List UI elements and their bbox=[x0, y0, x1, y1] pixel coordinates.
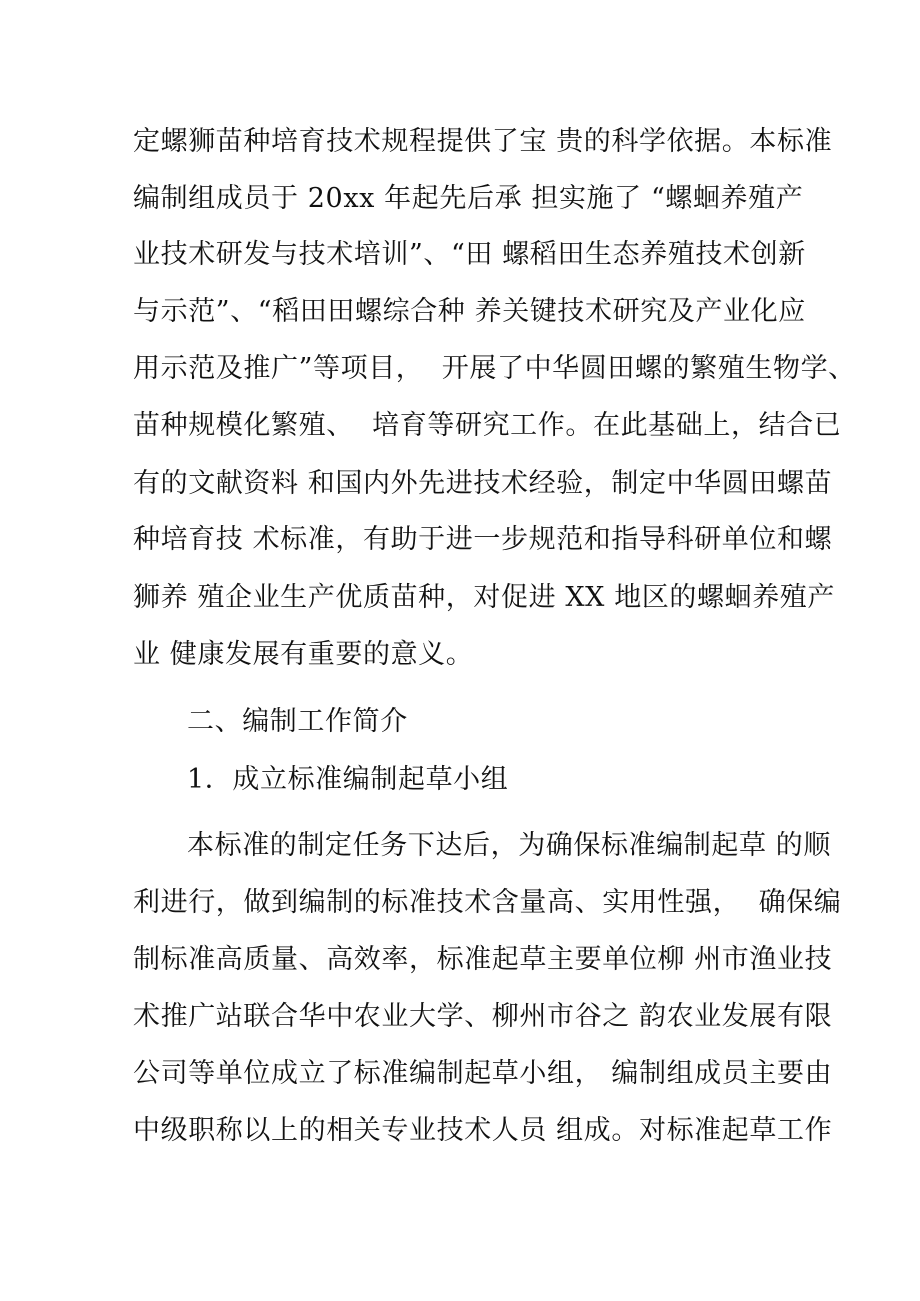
paragraph-line: 狮养 殖企业生产优质苗种，对促进 XX 地区的螺蛔养殖产 bbox=[133, 582, 835, 613]
paragraph-line: 中级职称以上的相关专业技术人员 组成。对标准起草工作 bbox=[133, 1115, 833, 1146]
paragraph-line: 本标准的制定任务下达后，为确保标准编制起草 的顺 bbox=[187, 830, 831, 861]
paragraph-line: 利进行，做到编制的标准技术含量高、实用性强， 确保编 bbox=[133, 887, 842, 918]
paragraph-line: 用示范及推广”等项目， 开展了中华圆田螺的繁殖生物学、 bbox=[133, 353, 856, 384]
paragraph-line: 术推广站联合华中农业大学、柳州市谷之 韵农业发展有限 bbox=[133, 1001, 833, 1032]
paragraph-line: 与示范”、“稻田田螺综合种 养关键技术研究及产业化应 bbox=[133, 296, 806, 327]
paragraph-line: 苗种规模化繁殖、 培育等研究工作。在此基础上，结合已 bbox=[133, 410, 842, 441]
paragraph-line: 业 健康发展有重要的意义。 bbox=[133, 639, 474, 670]
paragraph-line: 定螺狮苗种培育技术规程提供了宝 贵的科学依据。本标准 bbox=[133, 126, 833, 157]
paragraph-line: 编制组成员于 20xx 年起先后承 担实施了 “螺蛔养殖产 bbox=[133, 183, 804, 214]
paragraph-line: 公司等单位成立了标准编制起草小组， 编制组成员主要由 bbox=[133, 1058, 833, 1089]
paragraph-line: 业技术研发与技术培训”、“田 螺稻田生态养殖技术创新 bbox=[133, 239, 806, 270]
subsection-heading: 1．成立标准编制起草小组 bbox=[187, 764, 509, 795]
paragraph-line: 有的文献资料 和国内外先进技术经验，制定中华圆田螺苗 bbox=[133, 468, 833, 499]
paragraph-line: 制标准高质量、高效率，标准起草主要单位柳 州市渔业技 bbox=[133, 944, 833, 975]
paragraph-line: 种培育技 术标准，有助于进一步规范和指导科研单位和螺 bbox=[133, 524, 833, 555]
section-heading: 二、编制工作简介 bbox=[187, 706, 408, 737]
